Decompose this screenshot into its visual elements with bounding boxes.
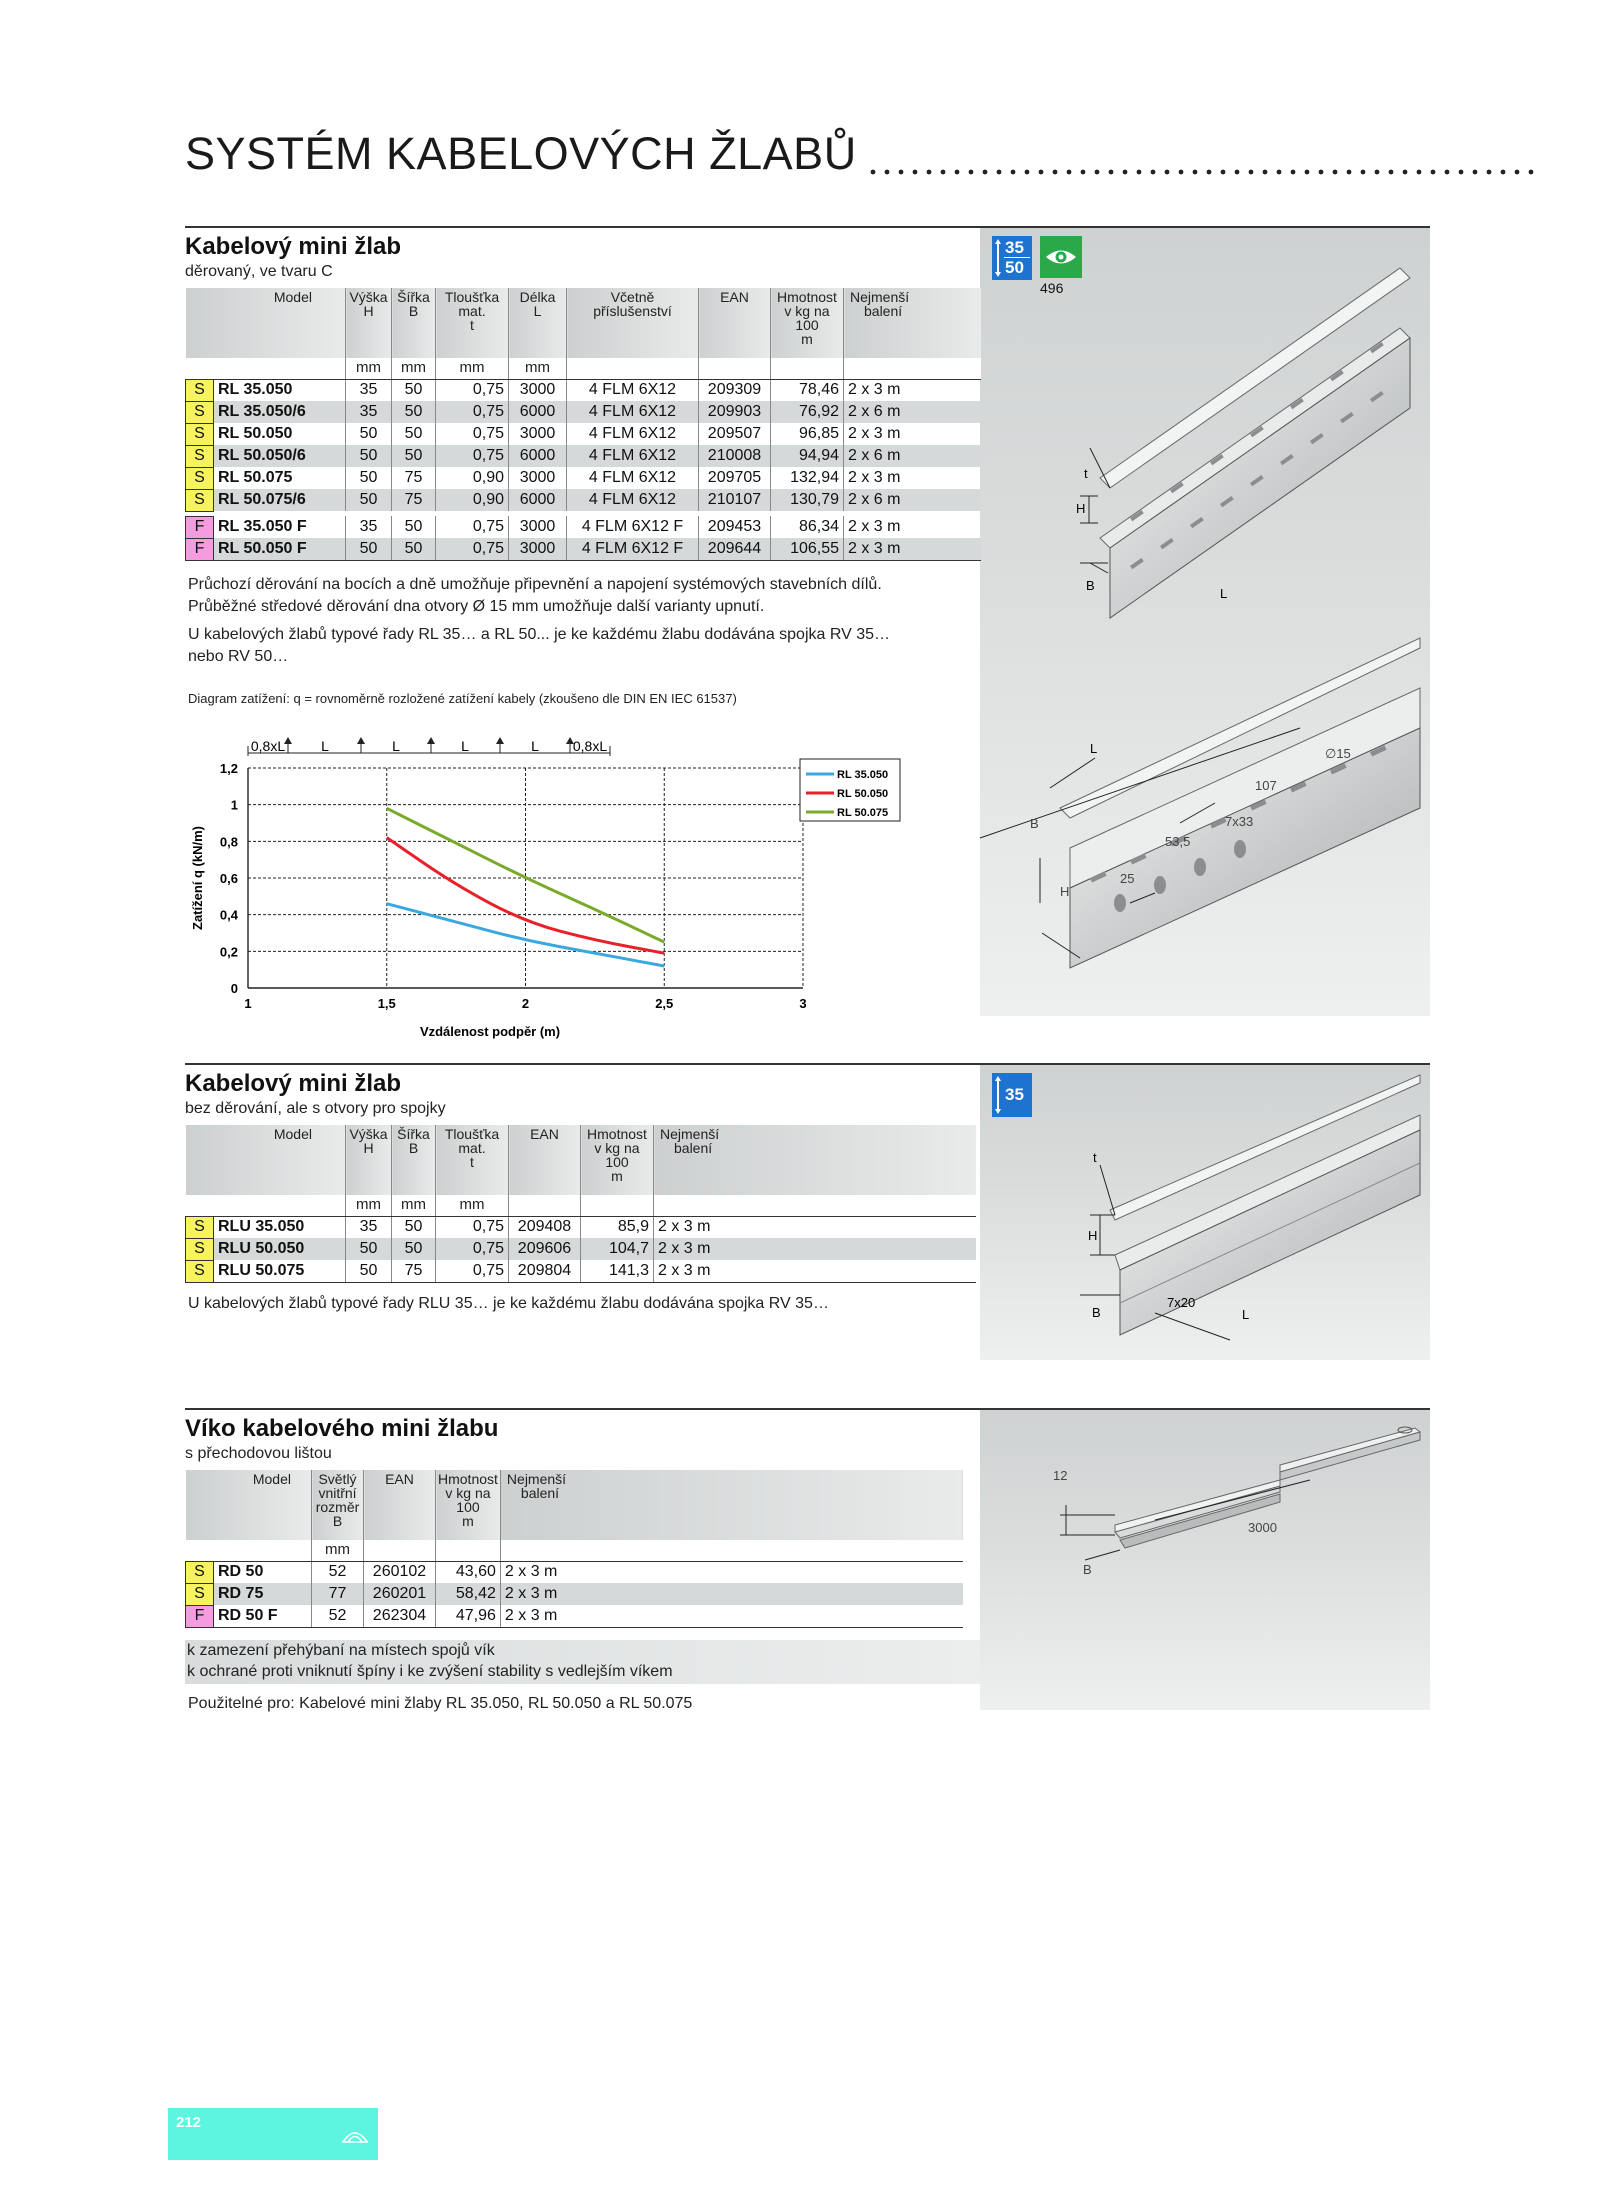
cell-acc: 4 FLM 6X12 <box>567 489 699 511</box>
cell-kg: 47,96 <box>436 1605 501 1627</box>
section-mini-tray-cover <box>185 1408 1430 1718</box>
cell-ean: 209644 <box>699 538 771 560</box>
cell-l: 3000 <box>509 467 567 489</box>
variant-tag: S <box>186 1238 214 1260</box>
cell-h: 50 <box>346 423 392 445</box>
cell-l: 3000 <box>509 538 567 560</box>
dim-12: 12 <box>1053 1468 1068 1483</box>
table-row <box>186 1561 964 1583</box>
cell-pack: 2 x 6 m <box>844 445 981 467</box>
cell-b: 50 <box>392 379 436 401</box>
col-height: Výška H <box>346 1125 392 1195</box>
y-tick-label: 0,6 <box>219 871 238 886</box>
cell-model: RL 50.050 <box>218 425 293 442</box>
col-length: Délka L <box>509 288 567 358</box>
variant-tag: S <box>186 467 214 489</box>
spec-table <box>185 288 981 561</box>
dim-t: t <box>1093 1150 1097 1165</box>
col-model: Model <box>186 1470 312 1540</box>
tray-detail-drawing <box>980 728 1430 1018</box>
cell-pack: 2 x 3 m <box>500 1561 963 1583</box>
table-row <box>186 489 981 511</box>
y-tick-label: 0,4 <box>219 907 238 923</box>
height-arrow-icon <box>995 239 1001 277</box>
dim-l: L <box>1090 741 1098 756</box>
cell-b: 52 <box>312 1605 364 1627</box>
badge-value-top: 35 <box>1005 238 1024 257</box>
legend-label: RL 50.075 <box>837 807 889 819</box>
note-2: k ochrané proti vniknutí špíny i ke zvýšení stability s vedlejším víkem <box>187 1663 673 1680</box>
cell-pack: 2 x 3 m <box>844 423 981 445</box>
variant-tag: S <box>186 1216 214 1238</box>
cell-model: RD 75 <box>214 1583 312 1605</box>
cell-ean: 260201 <box>364 1583 436 1605</box>
support-arrowhead <box>496 737 504 744</box>
cell-pack: 2 x 3 m <box>500 1605 963 1627</box>
brand-icon <box>340 2122 370 2146</box>
cell-ean: 260102 <box>364 1561 436 1583</box>
cell-h: 35 <box>346 379 392 401</box>
cell-kg: 132,94 <box>771 467 844 489</box>
spec-table <box>185 1470 963 1628</box>
cell-t: 0,75 <box>436 1260 509 1282</box>
variant-tag: F <box>186 538 214 560</box>
cell-kg: 76,92 <box>771 401 844 423</box>
cell-kg: 106,55 <box>771 538 844 560</box>
cell-model: RD 50 <box>218 1563 264 1581</box>
cell-ean: 209507 <box>699 423 771 445</box>
cell-b: 75 <box>392 467 436 489</box>
table-row <box>186 423 981 445</box>
spec-table <box>185 1125 976 1283</box>
col-ean: EAN <box>699 288 771 358</box>
cell-ean: 209705 <box>699 467 771 489</box>
description-4: nebo RV 50… <box>188 648 289 665</box>
cell-ean: 209408 <box>509 1216 581 1238</box>
span-label: L <box>461 738 469 754</box>
cell-kg: 141,3 <box>581 1260 654 1282</box>
cell-model: RL 50.075 <box>218 469 293 486</box>
cell-t: 0,75 <box>436 379 509 401</box>
y-tick-label: 1 <box>230 797 238 813</box>
cell-model: RL 50.075/6 <box>214 489 346 511</box>
span-label: L <box>392 738 400 754</box>
col-ean: EAN <box>509 1125 581 1195</box>
cell-b: 50 <box>392 401 436 423</box>
col-model: Model <box>186 1125 346 1195</box>
col-pack: Nejmenší balení <box>844 288 981 358</box>
x-tick-label: 1,5 <box>377 996 396 1011</box>
cell-ean: 209606 <box>509 1238 581 1260</box>
section-unperforated-mini-tray <box>185 1063 1430 1363</box>
section-title: Kabelový mini žlab <box>185 233 402 260</box>
dim-h: H <box>1060 884 1070 899</box>
dim-7x33: 7x33 <box>1225 814 1254 829</box>
cell-pack: 2 x 3 m <box>844 467 981 489</box>
unit-mm: mm <box>392 358 436 379</box>
table-row <box>186 467 981 489</box>
cell-h: 50 <box>346 467 392 489</box>
cell-kg: 43,60 <box>436 1561 501 1583</box>
variant-tag: S <box>186 489 214 511</box>
cell-t: 0,75 <box>436 1238 509 1260</box>
view-eye-badge[interactable] <box>1040 236 1082 278</box>
table-row <box>186 1583 964 1605</box>
y-tick-label: 0,2 <box>219 944 238 960</box>
unit-mm: mm <box>509 358 567 379</box>
col-accessories: Včetně příslušenství <box>567 288 699 358</box>
description: U kabelových žlabů typové řady RLU 35… je ke každému žlabu dodávána spojka RV 35… <box>188 1295 829 1312</box>
variant-tag: S <box>186 401 214 423</box>
cell-t: 0,75 <box>436 401 509 423</box>
cell-pack: 2 x 3 m <box>844 516 981 538</box>
variant-tag: S <box>186 1260 214 1282</box>
cell-t: 0,90 <box>436 467 509 489</box>
cell-kg: 130,79 <box>771 489 844 511</box>
cell-model: RLU 35.050 <box>218 1218 305 1236</box>
cell-b: 50 <box>392 516 436 538</box>
x-tick-label: 3 <box>799 996 807 1011</box>
unit-mm: mm <box>436 358 509 379</box>
cell-l: 6000 <box>509 489 567 511</box>
col-width: Šířka B <box>392 288 436 358</box>
product-image-panel <box>980 1065 1430 1360</box>
description-3: U kabelových žlabů typové řady RL 35… a RL 50... je ke každému žlabu dodávána spojka RV 35… <box>188 626 891 643</box>
cell-kg: 96,85 <box>771 423 844 445</box>
cell-t: 0,75 <box>436 538 509 560</box>
x-tick-label: 2,5 <box>655 996 674 1011</box>
badge-value-bottom: 50 <box>1005 258 1024 277</box>
cell-model: RL 50.050 F <box>214 538 346 560</box>
cell-model: RD 50 F <box>214 1605 312 1627</box>
cell-b: 50 <box>392 1216 436 1238</box>
col-weight: Hmotnost v kg na 100 m <box>581 1125 654 1195</box>
dim-53-5: 53,5 <box>1165 834 1191 849</box>
section-subtitle: bez děrování, ale s otvory pro spojky <box>185 1100 446 1117</box>
section-subtitle: děrovaný, ve tvaru C <box>185 263 333 280</box>
unit-mm: mm <box>436 1195 509 1216</box>
dim-3000: 3000 <box>1248 1520 1277 1535</box>
x-tick-label: 2 <box>521 996 530 1011</box>
cell-h: 50 <box>346 1260 392 1282</box>
cell-b: 50 <box>392 538 436 560</box>
cell-model: RL 35.050 F <box>218 518 307 535</box>
cell-acc: 4 FLM 6X12 <box>567 445 699 467</box>
cell-h: 35 <box>346 516 392 538</box>
section-subtitle: s přechodovou lištou <box>185 1445 332 1462</box>
table-row <box>186 516 981 538</box>
col-height: Výška H <box>346 288 392 358</box>
cell-pack: 2 x 6 m <box>844 489 981 511</box>
cell-acc: 4 FLM 6X12 F <box>567 538 699 560</box>
unit-mm: mm <box>392 1195 436 1216</box>
cell-b: 77 <box>312 1583 364 1605</box>
cell-kg: 94,94 <box>771 445 844 467</box>
dim-25: 25 <box>1120 871 1135 886</box>
variant-tag: F <box>186 1605 214 1627</box>
cell-b: 75 <box>392 489 436 511</box>
support-arrowhead <box>427 737 435 744</box>
col-inner-size: Světlý vnitřní rozměr B <box>312 1470 364 1540</box>
y-tick-label: 0,8 <box>219 834 238 850</box>
cell-h: 50 <box>346 538 392 560</box>
cell-l: 6000 <box>509 401 567 423</box>
col-width: Šířka B <box>392 1125 436 1195</box>
x-tick-label: 1 <box>244 996 252 1011</box>
page-title: SYSTÉM KABELOVÝCH ŽLABŮ <box>185 128 857 179</box>
span-label: L <box>531 738 539 754</box>
variant-tag: S <box>186 1561 214 1583</box>
cell-t: 0,75 <box>436 1216 509 1238</box>
legend-label: RL 35.050 <box>837 769 889 781</box>
cell-model: RLU 50.050 <box>214 1238 346 1260</box>
support-arrowhead <box>284 737 292 744</box>
y-axis-label: Zatížení q (kN/m) <box>190 825 205 931</box>
cell-h: 50 <box>346 1238 392 1260</box>
cell-pack: 2 x 3 m <box>654 1216 976 1238</box>
dim-107: 107 <box>1255 778 1277 793</box>
col-pack: Nejmenší balení <box>654 1125 976 1195</box>
eye-icon <box>1040 236 1082 278</box>
cell-kg: 85,9 <box>581 1216 654 1238</box>
y-tick-label: 0 <box>230 981 238 996</box>
span-label: 0,8xL <box>250 738 286 754</box>
section-title: Víko kabelového mini žlabu <box>185 1415 499 1442</box>
col-ean: EAN <box>364 1470 436 1540</box>
cell-pack: 2 x 3 m <box>844 379 981 401</box>
table-row <box>186 445 981 467</box>
cell-h: 50 <box>346 489 392 511</box>
diagram-caption: Diagram zatížení: q = rovnoměrně rozložené zatížení kabely (zkoušeno dle DIN EN IEC 61537) <box>188 691 737 706</box>
cell-pack: 2 x 6 m <box>844 401 981 423</box>
table-row <box>186 379 981 401</box>
legend-label: RL 50.050 <box>837 788 889 800</box>
cell-ean: 209903 <box>699 401 771 423</box>
cell-b: 50 <box>392 423 436 445</box>
eye-page-ref: 496 <box>1040 280 1064 296</box>
col-thickness: Tloušťka mat. t <box>436 288 509 358</box>
description-2: Průběžné středové děrování dna otvory Ø 15 mm umožňuje další varianty upnutí. <box>188 598 765 615</box>
y-tick-label: 1,2 <box>219 761 238 776</box>
dim-l: L <box>1220 586 1228 601</box>
col-model: Model <box>186 288 346 358</box>
cell-acc: 4 FLM 6X12 <box>567 379 699 401</box>
notes-band <box>185 1640 980 1684</box>
cover-drawing-dimensioned <box>980 1410 1430 1610</box>
cell-b: 50 <box>392 445 436 467</box>
span-label: 0,8xL <box>572 738 608 754</box>
cell-acc: 4 FLM 6X12 F <box>567 516 699 538</box>
cell-kg: 104,7 <box>581 1238 654 1260</box>
variant-tag: S <box>186 423 214 445</box>
product-image-panel <box>980 1410 1430 1710</box>
cell-t: 0,75 <box>436 423 509 445</box>
dim-b: B <box>1086 578 1095 593</box>
col-weight: Hmotnost v kg na 100 m <box>771 288 844 358</box>
cell-l: 6000 <box>509 445 567 467</box>
cell-b: 50 <box>392 1238 436 1260</box>
dim-d15: ∅15 <box>1325 746 1351 761</box>
tray-drawing-dimensioned <box>980 1105 1430 1355</box>
table-row <box>186 1216 976 1238</box>
unit-mm: mm <box>346 1195 392 1216</box>
dim-b: B <box>1083 1562 1092 1577</box>
x-axis-label: Vzdálenost podpěr (m) <box>419 1024 561 1039</box>
title-dot-leader <box>868 150 1536 176</box>
page-number: 212 <box>176 2114 202 2131</box>
cell-kg: 78,46 <box>771 379 844 401</box>
usage-text: Použitelné pro: Kabelové mini žlaby RL 35.050, RL 50.050 a RL 50.075 <box>188 1695 693 1712</box>
dim-b: B <box>1092 1305 1101 1320</box>
cell-model: RL 50.050/6 <box>214 445 346 467</box>
cell-ean: 210107 <box>699 489 771 511</box>
table-row <box>186 538 981 560</box>
cell-model: RL 35.050/6 <box>214 401 346 423</box>
cell-ean: 262304 <box>364 1605 436 1627</box>
cell-acc: 4 FLM 6X12 <box>567 423 699 445</box>
cell-l: 3000 <box>509 379 567 401</box>
cell-ean: 209309 <box>699 379 771 401</box>
cell-t: 0,90 <box>436 489 509 511</box>
section-perforated-mini-tray <box>185 226 1430 1039</box>
variant-tag: S <box>186 379 214 401</box>
cell-acc: 4 FLM 6X12 <box>567 467 699 489</box>
support-arrowhead <box>357 737 365 744</box>
cell-t: 0,75 <box>436 516 509 538</box>
cell-pack: 2 x 3 m <box>654 1238 976 1260</box>
cell-h: 50 <box>346 445 392 467</box>
cell-ean: 209804 <box>509 1260 581 1282</box>
cell-b: 52 <box>312 1561 364 1583</box>
cell-kg: 58,42 <box>436 1583 501 1605</box>
cell-b: 75 <box>392 1260 436 1282</box>
cell-h: 35 <box>346 1216 392 1238</box>
variant-tag: S <box>186 1583 214 1605</box>
variant-tag: S <box>186 445 214 467</box>
cell-model: RL 35.050 <box>218 381 293 399</box>
dim-t: t <box>1084 466 1088 481</box>
size-badge <box>992 236 1032 280</box>
cell-ean: 209453 <box>699 516 771 538</box>
section-title: Kabelový mini žlab <box>185 1070 402 1097</box>
col-thickness: Tloušťka mat. t <box>436 1125 509 1195</box>
span-label: L <box>321 738 329 754</box>
note-1: k zamezení přehýbaní na místech spojů vík <box>187 1642 495 1659</box>
dim-7x20: 7x20 <box>1167 1295 1196 1310</box>
tray-drawing-dimensioned <box>980 298 1430 628</box>
description-1: Průchozí děrování na bocích a dně umožňuje připevnění a napojení systémových stavebních dílů. <box>188 576 882 593</box>
unit-mm: mm <box>346 358 392 379</box>
page-footer <box>168 2108 378 2160</box>
dim-h: H <box>1076 501 1086 516</box>
dim-h: H <box>1088 1228 1098 1243</box>
cell-pack: 2 x 3 m <box>844 538 981 560</box>
cell-l: 3000 <box>509 423 567 445</box>
product-image-panel <box>980 228 1430 1016</box>
cell-t: 0,75 <box>436 445 509 467</box>
cell-kg: 86,34 <box>771 516 844 538</box>
col-pack: Nejmenší balení <box>500 1470 963 1540</box>
badge-value-top: 35 <box>1005 1085 1024 1104</box>
variant-tag: F <box>186 516 214 538</box>
cell-ean: 210008 <box>699 445 771 467</box>
unit-mm: mm <box>312 1540 364 1561</box>
col-weight: Hmotnost v kg na 100 m <box>436 1470 501 1540</box>
dim-l: L <box>1242 1307 1250 1322</box>
cell-acc: 4 FLM 6X12 <box>567 401 699 423</box>
table-row <box>186 1260 976 1282</box>
table-row <box>186 1238 976 1260</box>
load-diagram <box>185 716 905 1039</box>
table-row <box>186 1605 964 1627</box>
table-row <box>186 401 981 423</box>
cell-h: 35 <box>346 401 392 423</box>
dim-b: B <box>1030 816 1039 831</box>
cell-l: 3000 <box>509 516 567 538</box>
cell-pack: 2 x 3 m <box>654 1260 976 1282</box>
cell-model: RLU 50.075 <box>214 1260 346 1282</box>
cell-pack: 2 x 3 m <box>500 1583 963 1605</box>
